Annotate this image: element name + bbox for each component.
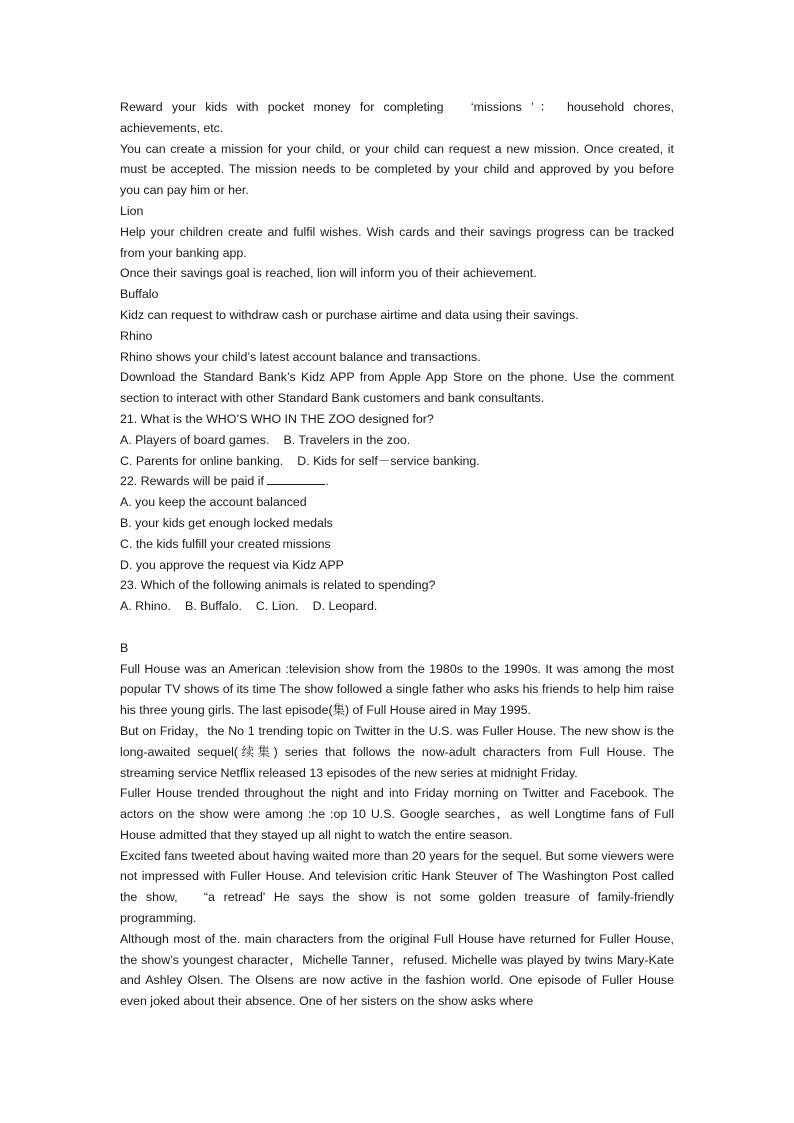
question-21-option-c: C. Parents for online banking.: [120, 453, 284, 468]
question-22-option-d: D. you approve the request via Kidz APP: [120, 557, 344, 572]
paragraph-download: Download the Standard Bank’s Kidz APP from Apple App Store on the phone. Use the comment section to interact with other Standard Bank customers and bank consultants.: [120, 370, 674, 406]
question-23-options: [120, 596, 674, 617]
question-22-option-c: C. the kids fulfill your created missions: [120, 536, 331, 551]
paragraph-lion-goal: Once their savings goal is reached, lion will inform you of their achievement.: [120, 266, 537, 281]
paragraph-rhino: Rhino shows your child’s latest account balance and transactions.: [120, 349, 481, 364]
answer-blank: [267, 471, 325, 485]
heading-buffalo: Buffalo: [120, 287, 159, 302]
question-22-stem-end: .: [325, 474, 329, 489]
paragraph-fans-critics: Excited fans tweeted about having waited more than 20 years for the sequel. But some viewers were not impressed with Fuller House. And television critic Hank Steuver of The Washington Post called the show, “a retread' He says the show is not some golden treasure of family-friendly programming.: [120, 848, 674, 926]
question-22-option-b: B. your kids get enough locked medals: [120, 515, 333, 530]
question-21-stem: 21. What is the WHO’S WHO IN THE ZOO designed for?: [120, 411, 434, 426]
question-23-option-d: D. Leopard.: [312, 599, 378, 614]
section-spacer: [120, 617, 674, 638]
paragraph-mission: You can create a mission for your child, or your child can request a new mission. Once created, it must be accepted. The mission needs to be completed by your child and approved by you before you can pay him or her.: [120, 141, 674, 198]
heading-rhino: Rhino: [120, 328, 153, 343]
question-22-stem-text: 22. Rewards will be paid if: [120, 474, 268, 489]
paragraph-social-media: Fuller House trended throughout the night and into Friday morning on Twitter and Facebook. The actors on the show were among :he :op 10 U.S. Google searches，as well Longtime fans of Full House admitted that they stayed up all night to watch the entire season.: [120, 786, 674, 842]
paragraph-fuller-house-trending: But on Friday，the No 1 trending topic on Twitter in the U.S. was Fuller House. The new show is the long-awaited sequel(续集) series that follows the now-adult characters from Full House. The streaming service Netflix released 13 episodes of the new series at midnight Friday.: [120, 723, 674, 780]
question-21-option-b: B. Travelers in the zoo.: [283, 432, 411, 447]
question-23-option-b: B. Buffalo.: [184, 599, 242, 614]
paragraph-pocket-money: Reward your kids with pocket money for completing ‘missions ’： household chores, achievements, etc.: [120, 100, 674, 135]
section-b-heading: B: [120, 640, 129, 655]
document-page: [120, 97, 674, 1012]
question-21-options-row-1: [120, 430, 674, 451]
question-22-stem: [120, 471, 674, 492]
paragraph-lion-wishes: Help your children create and fulfil wishes. Wish cards and their savings progress can be tracked from your banking app.: [120, 224, 674, 260]
question-23-option-c: C. Lion.: [255, 599, 299, 614]
question-21-option-a: A. Players of board games.: [120, 432, 270, 447]
question-23-stem: 23. Which of the following animals is related to spending?: [120, 578, 436, 593]
paragraph-full-house: Full House was an American :television show from the 1980s to the 1990s. It was among the most popular TV shows of its time The show followed a single father who asks his friends to help him raise his three young girls. The last episode(集) of Full House aired in May 1995.: [120, 661, 674, 718]
paragraph-buffalo: Kidz can request to withdraw cash or purchase airtime and data using their savings.: [120, 307, 579, 322]
question-21-options-row-2: [120, 451, 674, 472]
question-22-option-a: A. you keep the account balanced: [120, 495, 307, 510]
paragraph-olsen-twins: Although most of the. main characters from the original Full House have returned for Fuller House, the show’s youngest character，Michelle Tanner，refused. Michelle was played by twins Mary-Kate and Ashley Olsen. The Olsens are now active in the fashion world. One episode of Fuller House even joked about their absence. One of her sisters on the show asks where: [120, 931, 674, 1009]
heading-lion: Lion: [120, 203, 144, 218]
question-23-option-a: A. Rhino.: [120, 599, 171, 614]
question-21-option-d: D. Kids for self－service banking.: [297, 453, 480, 468]
